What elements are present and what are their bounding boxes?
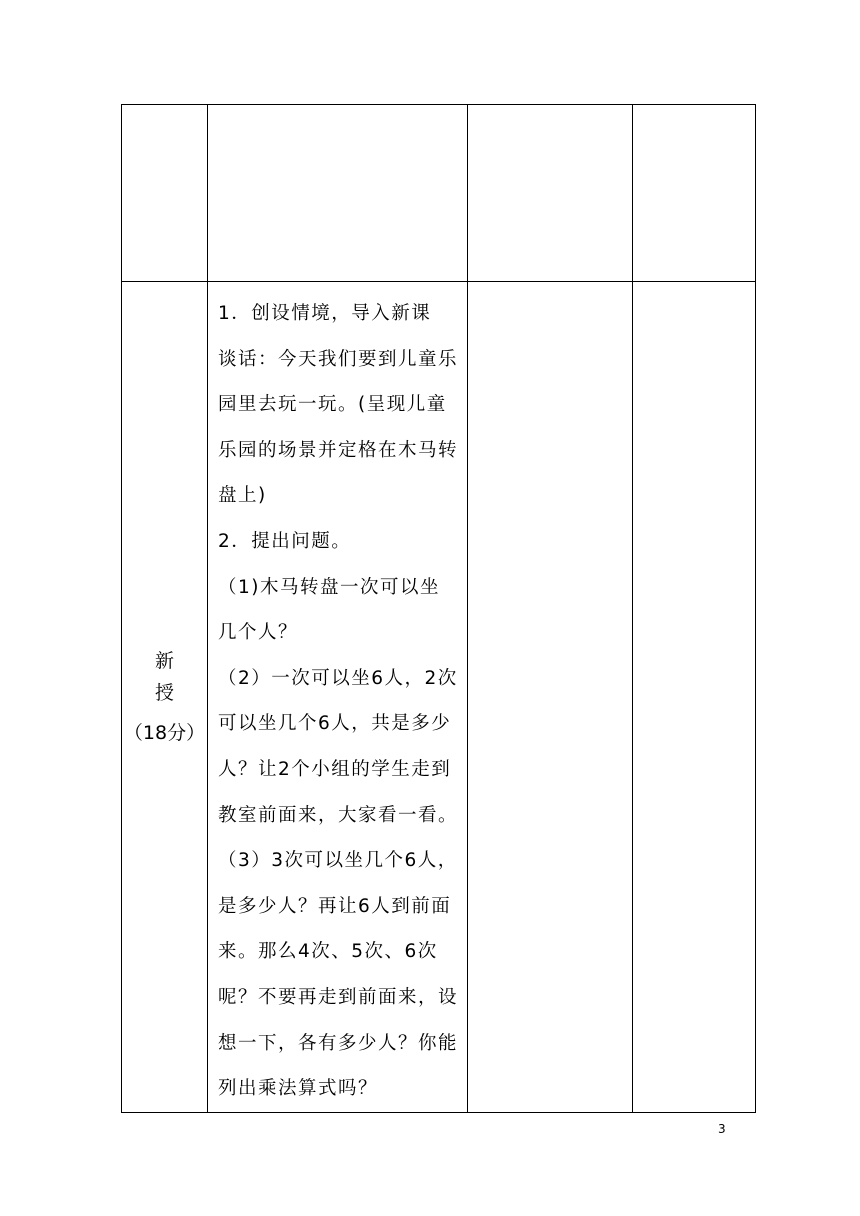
- paragraph-intro-heading: 1．创设情境，导入新课: [218, 303, 432, 324]
- lesson-content: [208, 282, 467, 1112]
- section-cell: [122, 282, 238, 1113]
- section-time: （18分）: [123, 721, 206, 744]
- page-number: 3: [718, 1122, 726, 1136]
- paragraph-question-2: （2）一次可以坐6人，2次可以坐几个6人，共是多少人？让2个小组的学生走到教室前面来，大家看一看。: [218, 667, 459, 826]
- paragraph-question-3: （3）3次可以坐几个6人，是多少人？再让6人到前面来。那么4次、5次、6次呢？不要再走到前面来，设想一下，各有多少人？你能列出乘法算式吗？: [218, 850, 459, 1100]
- empty-cell: [468, 105, 633, 282]
- empty-cell: [633, 282, 756, 1113]
- empty-cell: [208, 105, 468, 282]
- paragraph-question-heading: 2．提出问题。: [218, 530, 352, 552]
- paragraph-question-1: （1)木马转盘一次可以坐几个人？: [218, 576, 440, 644]
- paragraph-talk: 谈话：今天我们要到儿童乐园里去玩一玩。(呈现儿童乐园的场景并定格在木马转盘上): [218, 348, 459, 507]
- section-label: 新 授: [154, 649, 238, 704]
- table-row: [122, 282, 756, 1113]
- table-row: [122, 105, 756, 282]
- empty-cell: [633, 105, 756, 282]
- empty-cell: [122, 105, 208, 282]
- content-cell: [208, 282, 468, 1113]
- empty-cell: [468, 282, 633, 1113]
- lesson-plan-table: [121, 104, 756, 1113]
